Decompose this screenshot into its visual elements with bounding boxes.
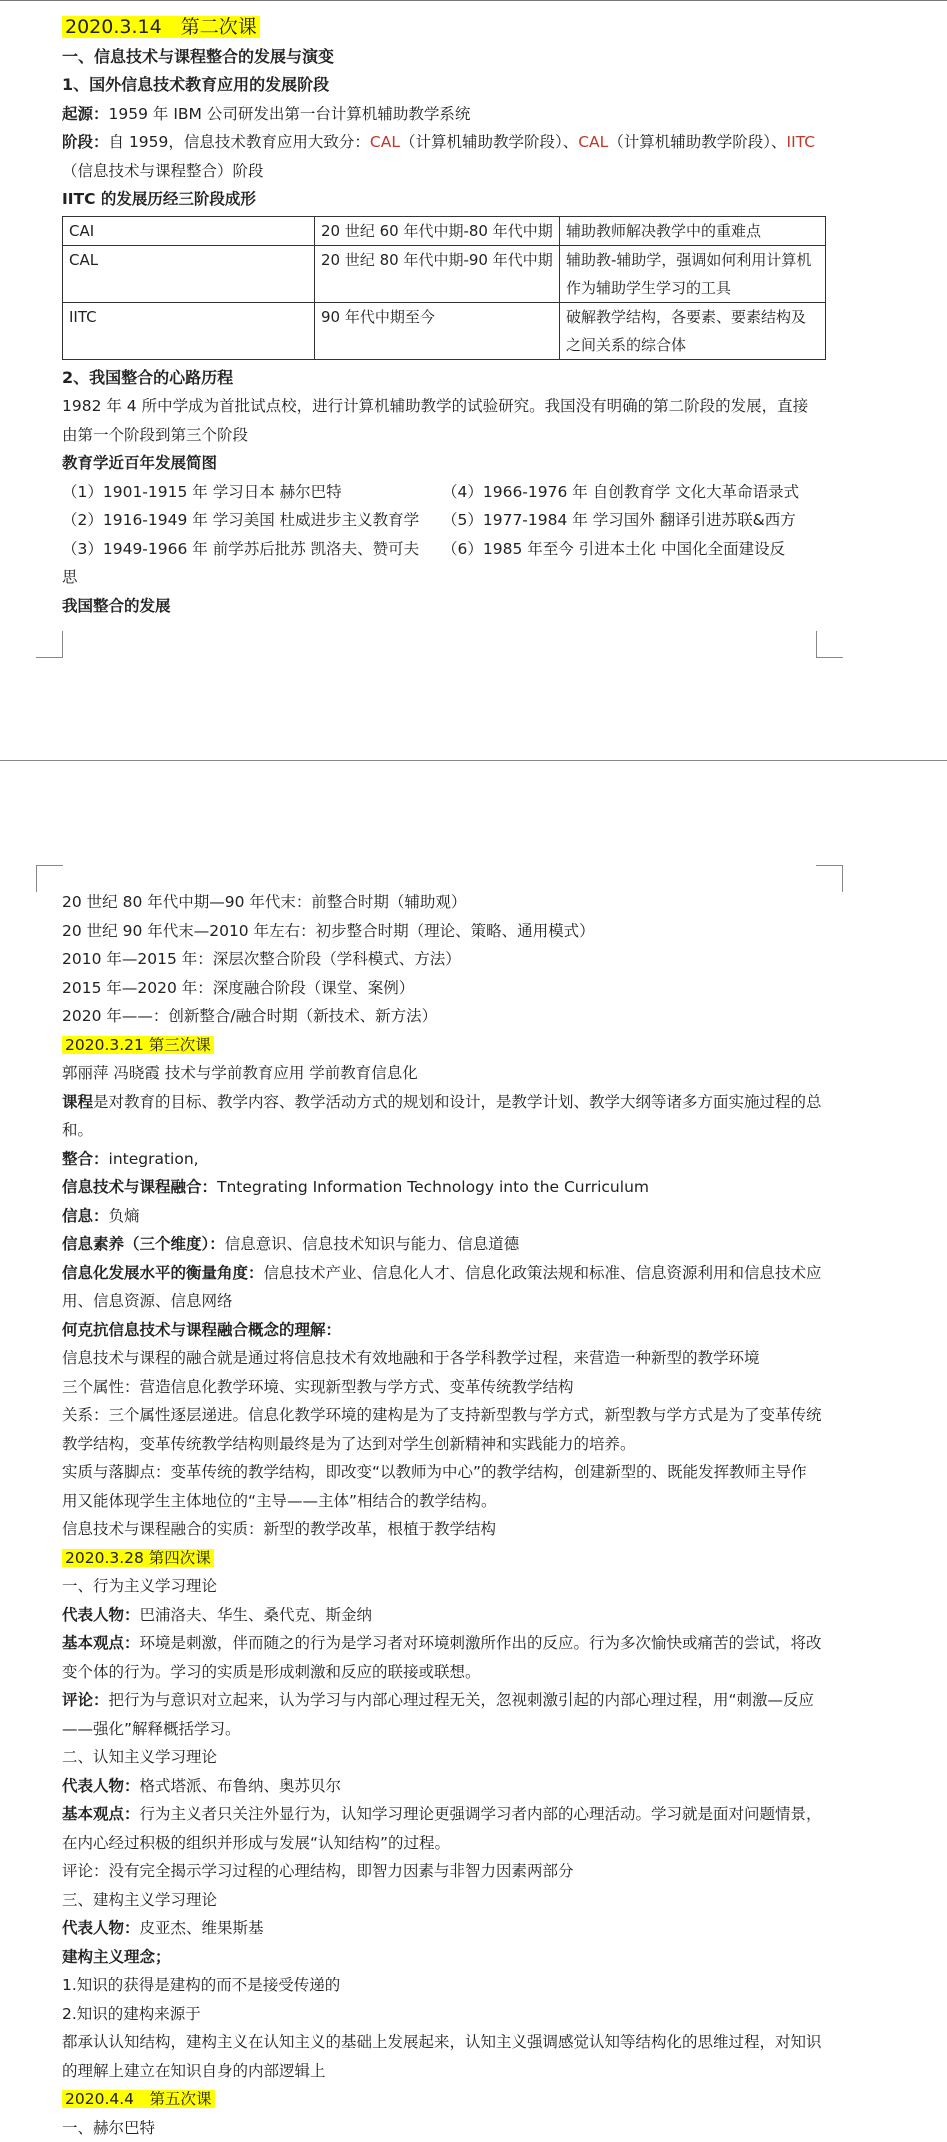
stage-cal-term-2: CAL — [578, 133, 608, 151]
table-cell-period: 90 年代中期至今 — [315, 302, 560, 359]
hekang-title: 何克抗信息技术与课程融合概念的理解： — [62, 1316, 822, 1345]
reps-text: 巴浦洛夫、华生、桑代克、斯金纳 — [140, 1606, 373, 1624]
table-cell-period: 20 世纪 60 年代中期-80 年代中期 — [315, 216, 560, 245]
hekang-paragraph: 关系：三个属性逐层递进。信息化教学环境的建构是为了支持新型教与学方式，新型教与学方式是为了变革传统教学结构，变革传统教学结构则最终是为了达到对学生创新精神和实践能力的培养。 — [62, 1401, 822, 1458]
subsection-2-text: 1982 年 4 所中学成为首批试点校，进行计算机辅助教学的试验研究。我国没有明确的第二阶段的发展，直接由第一个阶段到第三个阶段 — [62, 392, 822, 449]
stage-text-b: （计算机辅助教学阶段）、 — [400, 133, 578, 151]
list-item: （4）1966-1976 年 自创教育学 文化大革命语录式 — [442, 478, 822, 507]
table-row — [63, 245, 826, 302]
century-list-right — [442, 478, 822, 564]
reps-label: 代表人物： — [62, 1777, 140, 1795]
period-line: 2020 年——：创新整合/融合时期（新技术、新方法） — [62, 1002, 822, 1031]
integration-label: 整合： — [62, 1150, 109, 1168]
origin-label: 起源： — [62, 105, 109, 123]
cognitivism-reps — [62, 1772, 822, 1801]
behaviorism-reps — [62, 1601, 822, 1630]
table-cell-name: CAL — [63, 245, 315, 302]
integration-text: integration, — [109, 1150, 199, 1168]
subsection-1-title: 1、国外信息技术教育应用的发展阶段 — [62, 71, 822, 100]
measure-label: 信息化发展水平的衡量角度： — [62, 1264, 264, 1282]
table-cell-name: IITC — [63, 302, 315, 359]
period-line: 20 世纪 90 年代末—2010 年左右：初步整合时期（理论、策略、通用模式） — [62, 917, 822, 946]
view-text: 行为主义者只关注外显行为，认知学习理论更强调学习者内部的心理活动。学习就是面对问题情景，在内心经过积极的组织并形成与发展“认知结构”的过程。 — [62, 1805, 822, 1852]
crop-mark-top-left — [36, 865, 63, 892]
literacy-definition — [62, 1230, 822, 1259]
century-list — [62, 478, 822, 564]
lesson-3-heading: 2020.3.21 第三次课 — [62, 1036, 214, 1054]
table-cell-period: 20 世纪 80 年代中期-90 年代中期 — [315, 245, 560, 302]
section-1-title: 一、信息技术与课程整合的发展与演变 — [62, 43, 822, 72]
iitc-stages-title: IITC 的发展历经三阶段成形 — [62, 185, 822, 214]
list-item: （5）1977-1984 年 学习国外 翻译引进苏联&西方 — [442, 506, 822, 535]
table-row — [63, 302, 826, 359]
list-item: （1）1901-1915 年 学习日本 赫尔巴特 — [62, 478, 442, 507]
reps-label: 代表人物： — [62, 1919, 140, 1937]
table-cell-desc: 辅助教师解决教学中的重难点 — [560, 216, 826, 245]
info-text: 负熵 — [109, 1207, 140, 1225]
view-label: 基本观点： — [62, 1805, 140, 1823]
stage-text-a: 自 1959，信息技术教育应用大致分： — [109, 133, 370, 151]
page-2-content — [62, 888, 822, 2142]
hekang-paragraph: 信息技术与课程融合的实质：新型的教学改革，根植于教学结构 — [62, 1515, 822, 1544]
view-text: 环境是刺激，伴而随之的行为是学习者对环境刺激所作出的反应。行为多次愉快或痛苦的尝试，将改变个体的行为。学习的实质是形成刺激和反应的联接或联想。 — [62, 1634, 822, 1681]
origin-text: 1959 年 IBM 公司研发出第一台计算机辅助教学系统 — [109, 105, 471, 123]
eval-text: 把行为与意识对立起来，认为学习与内部心理过程无关，忽视刺激引起的内部心理过程，用“刺激—反应——强化”解释概括学习。 — [62, 1691, 814, 1738]
period-line: 2015 年—2020 年：深度融合阶段（课堂、案例） — [62, 974, 822, 1003]
behaviorism-title: 一、行为主义学习理论 — [62, 1572, 822, 1601]
stage-cal-term-1: CAL — [370, 133, 400, 151]
hekang-paragraph: 信息技术与课程的融合就是通过将信息技术有效地融和于各学科教学过程，来营造一种新型的教学环境 — [62, 1344, 822, 1373]
herbart-title: 一、赫尔巴特 — [62, 2114, 822, 2142]
china-dev-title: 我国整合的发展 — [62, 592, 822, 621]
authors-line: 郭丽萍 冯晓霞 技术与学前教育应用 学前教育信息化 — [62, 1059, 822, 1088]
period-line: 2010 年—2015 年：深层次整合阶段（学科模式、方法） — [62, 945, 822, 974]
page-1-content — [62, 13, 822, 620]
crop-mark-bottom-right — [816, 631, 843, 658]
cognitivism-view — [62, 1800, 822, 1857]
reps-text: 格式塔派、布鲁纳、奥苏贝尔 — [140, 1777, 342, 1795]
integration-definition — [62, 1145, 822, 1174]
constructivism-idea-title: 建构主义理念； — [62, 1943, 822, 1972]
reps-text: 皮亚杰、维果斯基 — [140, 1919, 264, 1937]
table-cell-desc: 辅助教-辅助学，强调如何利用计算机作为辅助学生学习的工具 — [560, 245, 826, 302]
iitc-definition — [62, 1173, 822, 1202]
eval-label: 评论： — [62, 1691, 109, 1709]
table-cell-name: CAI — [63, 216, 315, 245]
table-cell-desc: 破解教学结构，各要素、要素结构及之间关系的综合体 — [560, 302, 826, 359]
view-label: 基本观点： — [62, 1634, 140, 1652]
iitc-stages-table — [62, 216, 826, 360]
crop-mark-bottom-left — [36, 631, 63, 658]
period-line: 20 世纪 80 年代中期—90 年代末：前整合时期（辅助观） — [62, 888, 822, 917]
measure-text: 信息技术产业、信息化人才、信息化政策法规和标准、信息资源利用和信息技术应用、信息资源、信息网络 — [62, 1264, 822, 1311]
stage-text-d: （信息技术与课程整合）阶段 — [62, 162, 264, 180]
lesson-5-heading: 2020.4.4 第五次课 — [62, 2090, 215, 2108]
course-definition — [62, 1088, 822, 1145]
table-row — [63, 216, 826, 245]
literacy-text: 信息意识、信息技术知识与能力、信息道德 — [225, 1235, 520, 1253]
document-page-1 — [0, 0, 947, 761]
list-item: （3）1949-1966 年 前学苏后批苏 凯洛夫、赞可夫 — [62, 535, 442, 564]
course-label: 课程 — [62, 1093, 93, 1111]
lesson-2-heading: 2020.3.14 第二次课 — [62, 16, 260, 38]
constructivism-idea: 1.知识的获得是建构的而不是接受传递的 — [62, 1971, 822, 2000]
behaviorism-view — [62, 1629, 822, 1686]
subsection-2-title: 2、我国整合的心路历程 — [62, 364, 822, 393]
iitc-label: 信息技术与课程融合： — [62, 1178, 217, 1196]
hekang-paragraph: 三个属性：营造信息化教学环境、实现新型教与学方式、变革传统教学结构 — [62, 1373, 822, 1402]
literacy-label: 信息素养（三个维度）： — [62, 1235, 225, 1253]
info-definition — [62, 1202, 822, 1231]
reps-label: 代表人物： — [62, 1606, 140, 1624]
origin-paragraph — [62, 100, 822, 129]
behaviorism-eval — [62, 1686, 822, 1743]
list-item: （6）1985 年至今 引进本土化 中国化全面建设反 — [442, 535, 822, 564]
cognitivism-eval: 评论：没有完全揭示学习过程的心理结构，即智力因素与非智力因素两部分 — [62, 1857, 822, 1886]
constructivism-idea: 2.知识的建构来源于 — [62, 2000, 822, 2029]
cognitivism-title: 二、认知主义学习理论 — [62, 1743, 822, 1772]
iitc-text: Tntegrating Information Technology into the Curriculum — [217, 1178, 649, 1196]
century-overflow: 思 — [62, 563, 822, 592]
stage-text-c: （计算机辅助教学阶段）、 — [608, 133, 786, 151]
stage-iitc-term: IITC — [787, 133, 816, 151]
course-text: 是对教育的目标、教学内容、教学活动方式的规划和设计，是教学计划、教学大纲等诸多方面实施过程的总和。 — [62, 1093, 822, 1140]
hekang-paragraph: 实质与落脚点：变革传统的教学结构，即改变“以教师为中心”的教学结构，创建新型的、既能发挥教师主导作用又能体现学生主体地位的“主导——主体”相结合的教学结构。 — [62, 1458, 822, 1515]
list-item: （2）1916-1949 年 学习美国 杜威进步主义教育学 — [62, 506, 442, 535]
info-label: 信息： — [62, 1207, 109, 1225]
century-list-left — [62, 478, 442, 564]
constructivism-title: 三、建构主义学习理论 — [62, 1886, 822, 1915]
document-page-2 — [0, 761, 947, 2135]
constructivism-reps — [62, 1914, 822, 1943]
century-title: 教育学近百年发展简图 — [62, 449, 822, 478]
lesson-4-heading: 2020.3.28 第四次课 — [62, 1549, 214, 1567]
measure-definition — [62, 1259, 822, 1316]
stage-paragraph — [62, 128, 822, 185]
constructivism-idea: 都承认认知结构，建构主义在认知主义的基础上发展起来，认知主义强调感觉认知等结构化的思维过程，对知识的理解上建立在知识自身的内部逻辑上 — [62, 2028, 822, 2085]
stage-label: 阶段： — [62, 133, 109, 151]
